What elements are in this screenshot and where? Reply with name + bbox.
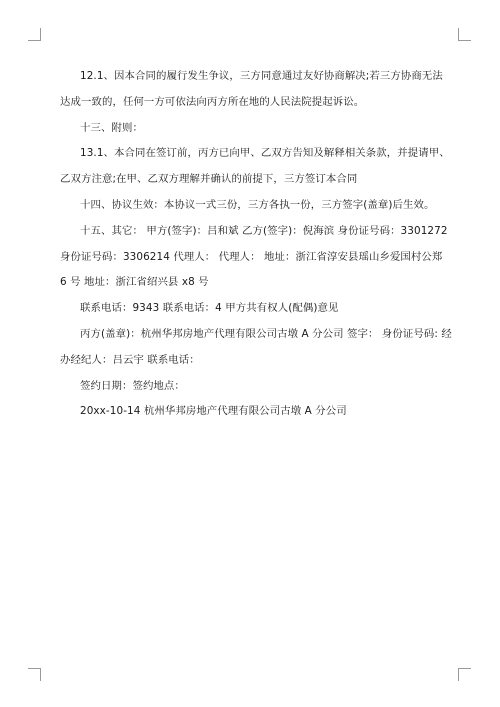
crop-mark-bottom-left xyxy=(28,668,41,681)
crop-mark-top-left xyxy=(28,28,41,41)
clause-13-1-notice: 13.1、本合同在签订前，丙方已向甲、乙双方告知及解释相关条款，并提请甲、乙双方注意;在甲、乙双方理解并确认的前提下，三方签订本合同 xyxy=(60,147,450,186)
clause-12-1-dispute-resolution: 12.1、因本合同的履行发生争议，三方同意通过友好协商解决;若三方协商无法达成一致的，任何一方可依法向丙方所在地的人民法院提起诉讼。 xyxy=(60,70,443,108)
crop-mark-bottom-right xyxy=(458,668,471,681)
crop-mark-top-right xyxy=(458,28,471,41)
signing-date-place-value: 20xx-10-14 杭州华邦房地产代理有限公司古墩 A 分公司 xyxy=(80,405,347,418)
section-13-heading: 十三、附则： xyxy=(80,121,143,134)
signing-date-place-label: 签约日期：签约地点： xyxy=(80,379,185,392)
party-c-stamp-line: 丙方(盖章)：杭州华邦房地产代理有限公司古墩 A 分公司 签字： 身份证号码: 经办经纪人：吕云宇 联系电话： xyxy=(60,327,452,366)
section-14-effectiveness: 十四、协议生效：本协议一式三份，三方各执一份，三方签字(盖章)后生效。 xyxy=(80,198,435,211)
document-body xyxy=(60,64,452,425)
contact-phones-line: 联系电话：9343 联系电话：4 甲方共有权人(配偶)意见 xyxy=(80,302,339,315)
section-15-parties-info: 十五、其它： 甲方(签字)：吕和斌 乙方(签字)：倪海滨 身份证号码：3301272 身份证号码：3306214 代理人： 代理人： 地址：浙江省淳安县瑶山乡爱国村公郑 6 号 地址：浙江省绍兴县 x8 号 xyxy=(60,224,448,289)
